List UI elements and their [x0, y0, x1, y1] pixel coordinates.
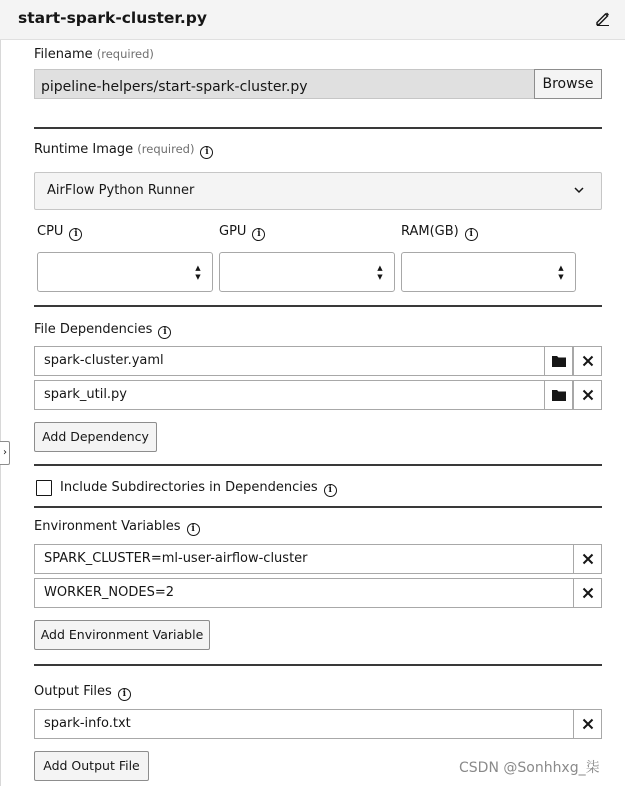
watermark: CSDN @Sonhhxg_柒 [459, 760, 600, 776]
gpu-label: GPU i [219, 224, 265, 241]
section-divider [34, 127, 602, 129]
include-subdirectories-checkbox[interactable] [36, 480, 52, 496]
pencil-icon[interactable] [594, 9, 612, 27]
info-icon[interactable]: i [200, 146, 213, 159]
info-icon[interactable]: i [252, 228, 265, 241]
close-icon[interactable] [573, 346, 602, 376]
info-icon[interactable]: i [158, 326, 171, 339]
environment-variable-field[interactable]: SPARK_CLUSTER=ml-user-airflow-cluster [34, 544, 574, 574]
info-icon[interactable]: i [69, 228, 82, 241]
filename-input[interactable]: pipeline-helpers/start-spark-cluster.py [34, 69, 535, 99]
section-divider [34, 305, 602, 307]
gpu-input[interactable] [219, 252, 395, 292]
info-icon[interactable]: i [118, 688, 131, 701]
cpu-input[interactable] [37, 252, 213, 292]
add-environment-variable-button[interactable]: Add Environment Variable [34, 620, 210, 650]
panel-left-border [0, 40, 1, 786]
runtime-image-select[interactable] [34, 172, 602, 210]
ram-input[interactable] [401, 252, 576, 292]
panel-title: start-spark-cluster.py [18, 9, 207, 27]
section-divider [34, 506, 602, 508]
info-icon[interactable]: i [465, 228, 478, 241]
close-icon[interactable] [573, 380, 602, 410]
browse-button[interactable]: Browse [534, 69, 602, 99]
environment-variable-field[interactable]: WORKER_NODES=2 [34, 578, 574, 608]
dependency-field[interactable]: spark_util.py [34, 380, 545, 410]
number-stepper[interactable]: ▲ ▼ [377, 264, 383, 281]
close-icon[interactable] [573, 709, 602, 739]
output-files-label: Output Files i [34, 684, 131, 701]
info-icon[interactable]: i [187, 523, 200, 536]
file-dependencies-label: File Dependencies i [34, 322, 171, 339]
cpu-label: CPU i [37, 224, 82, 241]
output-file-field[interactable]: spark-info.txt [34, 709, 574, 739]
number-stepper[interactable]: ▲ ▼ [558, 264, 564, 281]
folder-icon[interactable] [544, 380, 573, 410]
runtime-image-value: AirFlow Python Runner [47, 183, 195, 198]
include-subdirectories-label: Include Subdirectories in Dependencies i [60, 480, 337, 497]
dependency-field[interactable]: spark-cluster.yaml [34, 346, 545, 376]
environment-variables-label: Environment Variables i [34, 519, 200, 536]
section-divider [34, 464, 602, 466]
add-output-file-button[interactable]: Add Output File [34, 751, 149, 781]
ram-label: RAM(GB) i [401, 224, 478, 241]
close-icon[interactable] [573, 578, 602, 608]
add-dependency-button[interactable]: Add Dependency [34, 422, 157, 452]
close-icon[interactable] [573, 544, 602, 574]
folder-icon[interactable] [544, 346, 573, 376]
runtime-image-label: Runtime Image (required) i [34, 142, 213, 159]
filename-label: Filename (required) [34, 47, 154, 62]
chevron-down-icon [573, 184, 585, 196]
section-divider [34, 664, 602, 666]
info-icon[interactable]: i [324, 484, 337, 497]
chevron-right-icon[interactable]: › [0, 441, 10, 465]
number-stepper[interactable]: ▲ ▼ [195, 264, 201, 281]
